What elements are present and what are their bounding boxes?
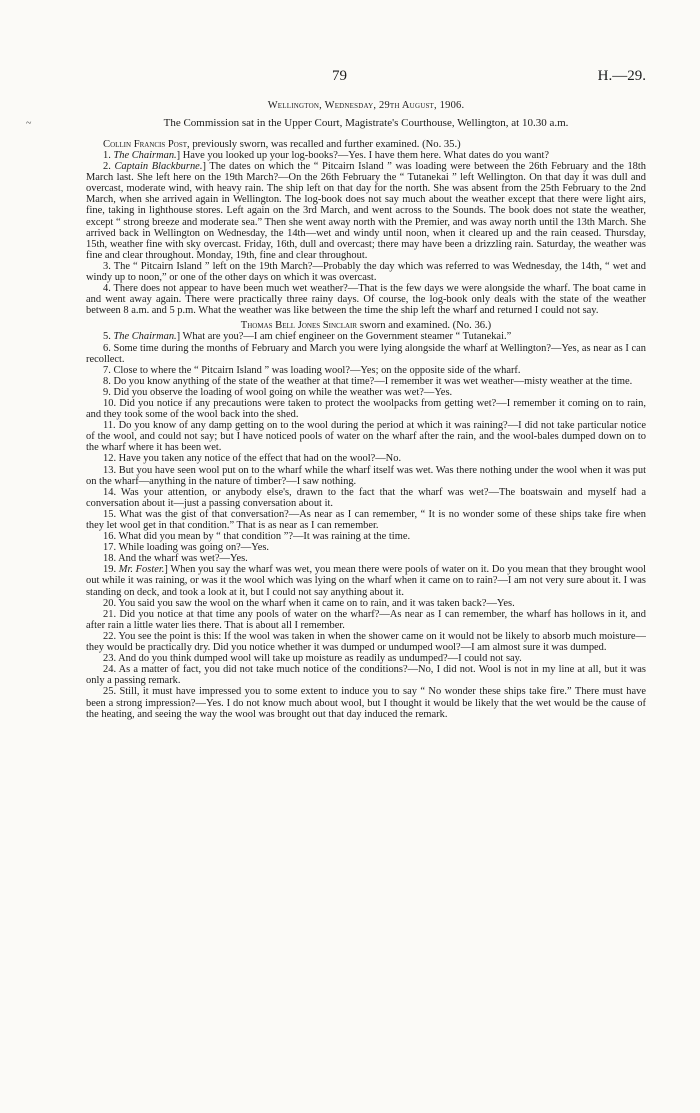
question-8: 8. Do you know anything of the state of the weather at that time?—I remember it was wet weather—misty weather at the time. (103, 375, 633, 387)
speaker: Captain Blackburne. (114, 161, 203, 173)
question-16: 16. What did you mean by “ that condition ”?—It was raining at the time. (103, 531, 411, 543)
question-17: 17. While loading was going on?—Yes. (103, 542, 270, 554)
question-7: 7. Close to where the “ Pitcairn Island ” was loading wool?—Yes; on the opposite side of the wharf. (103, 364, 521, 376)
question-3: 3. The “ Pitcairn Island ” left on the 19th March?—Probably the day which was referred to was Wednesday, the 14th, “ wet and windy up to noon,” or one of the other days on which it was overcast. (86, 260, 646, 284)
question-20: 20. You said you saw the wool on the wharf when it came on to rain, and it was taken back?—Yes. (103, 597, 515, 609)
question-22: 22. You see the point is this: If the wool was taken in when the shower came on it would not be likely to absorb much moisture—they would be practically dry. Did you notice whether it was dumped or undumped wool?—I am almost sure it was dumped. (86, 630, 646, 654)
question-10: 10. Did you notice if any precautions were taken to protect the woolpacks from getting wet?—I remember it coming on to rain, and they took some of the wool back into the shed. (86, 397, 646, 421)
question-2: 2. Captain Blackburne.] The dates on which the “ Pitcairn Island ” was loading were between the 26th February and the 18th March last. She left here on the 19th March?—On the 26th February the “ Tutanekai ” left Wellington. On that day it was dull and overcast, moderate wind, with heavy rain. The ship left on that day for the north. She was absent from the 25th February to the 2nd March, when she arrived again in Wellington. The log-book does not say much about the weather except that there were light airs, fine, taking in lighthouse stores. Left again on the 3rd March, and went across to the Sounds. The book does not state the weather, except “ strong breeze and moderate sea.” Then she went away north with the Premier, and was away north until the 13th March. She arrived back in Wellington on Wednesday, the 14th—wet and windy until noon, when it cleared up and the rain ceased. Thursday, 15th, weather fine with sky overcast. Friday, 16th, dull and overcast; there may have been a drizzling rain. Saturday, the weather was fine and clear throughout. Monday, 19th, fine and clear throughout. (86, 161, 647, 261)
speaker: Mr. Foster. (118, 564, 165, 576)
question-12: 12. Have you taken any notice of the effect that had on the wool?—No. (103, 453, 402, 465)
question-13: 13. But you have seen wool put on to the wharf while the wharf itself was wet. Was there nothing under the wool when it was put on the wharf—anything in the nature of timber?—I saw nothing. (86, 464, 646, 487)
question-1: 1. The Chairman.] Have you looked up your log-books?—Yes. I have them here. What dates do you want? (103, 150, 550, 161)
witness-heading-35 (86, 139, 646, 150)
witness-heading-36 (86, 320, 646, 331)
witness-status: , previously sworn, was recalled and further examined. (187, 139, 420, 150)
speaker: The Chairman. (113, 331, 177, 343)
witness-status: sworn and examined. (357, 320, 451, 332)
dateline: Wellington, Wednesday, 29th August, 1906. (267, 100, 465, 111)
question-15: 15. What was the gist of that conversation?—As near as I can remember, “ It is no wonder some of these ships take fire when they let wool get in that condition.” That is as near as I can remember. (86, 508, 646, 531)
question-19: 19. Mr. Foster.] When you say the wharf was wet, you mean there were pools of water on it. Do you mean that they brought wool out while it was raining, or was it the wool which was lying on the wharf when it came on to rain?—I am not very sure about it. I was standing on deck, and took a look at it, but I could not say anything about it. (86, 564, 647, 598)
margin-mark: ~ (26, 118, 32, 129)
speaker: The Chairman. (113, 150, 177, 161)
witness-number: (No. 36.) (452, 320, 492, 332)
question-23: 23. And do you think dumped wool will take up moisture as readily as undumped?—I could not say. (103, 653, 522, 665)
question-5: 5. The Chairman.] What are you?—I am chief engineer on the Government steamer “ Tutanekai.” (103, 331, 512, 343)
witness-name: Thomas Bell Jones Sinclair (240, 320, 358, 332)
page-header (86, 68, 646, 88)
question-14: 14. Was your attention, or anybody else's, drawn to the fact that the wharf was wet?—The boatswain and myself had a conversation about it—just a passing conversation about it. (86, 486, 646, 509)
question-25: 25. Still, it must have impressed you to some extent to induce you to say “ No wonder these ships take fire.” There must have been a strong impression?—Yes. I do not know much about wool, but I thought it would be likely that the wet would be the cause of the heating, and seeing the way the wool was brought out that day induced the remark. (86, 686, 646, 720)
witness-number: (No. 35.) (422, 139, 461, 150)
question-21: 21. Did you notice at that time any pools of water on the wharf?—As near as I can remember, the wharf has hollows in it, and after rain a little water lies there. That is about all I remember. (86, 608, 646, 631)
question-24: 24. As a matter of fact, you did not take much notice of the conditions?—No, I did not. Wool is not in my line at all, but it was only a passing remark. (86, 664, 646, 687)
session-statement: The Commission sat in the Upper Court, Magistrate's Courthouse, Wellington, at 10.30 a.m. (163, 117, 569, 129)
question-9: 9. Did you observe the loading of wool going on while the weather was wet?—Yes. (103, 386, 453, 398)
page-number: 79 (332, 68, 347, 84)
parliamentary-reference: H.—29. (597, 68, 646, 84)
question-18: 18. And the wharf was wet?—Yes. (103, 553, 248, 565)
question-11: 11. Do you know of any damp getting on to the wool during the period at which it was raining?—I did not take particular notice of the wool, and could not say; but I have noticed pools of water on the wharf after the rain, and the wool-bales dumped down on to the wharf where it has been wet. (86, 420, 646, 454)
document-page (86, 68, 646, 720)
question-6: 6. Some time during the months of February and March you were lying alongside the wharf at Wellington?—Yes, as near as I can recollect. (86, 342, 646, 365)
witness-name: Collin Francis Post (103, 139, 188, 150)
question-4: 4. There does not appear to have been much wet weather?—That is the few days we were alongside the wharf. The boat came in and went away again. There were practically three rainy days. Of course, the log-book only deals with the state of the weather between 8 a.m. and 5 p.m. What the weather was like between the time the ship left the wharf and returned I could not say. (86, 283, 646, 317)
